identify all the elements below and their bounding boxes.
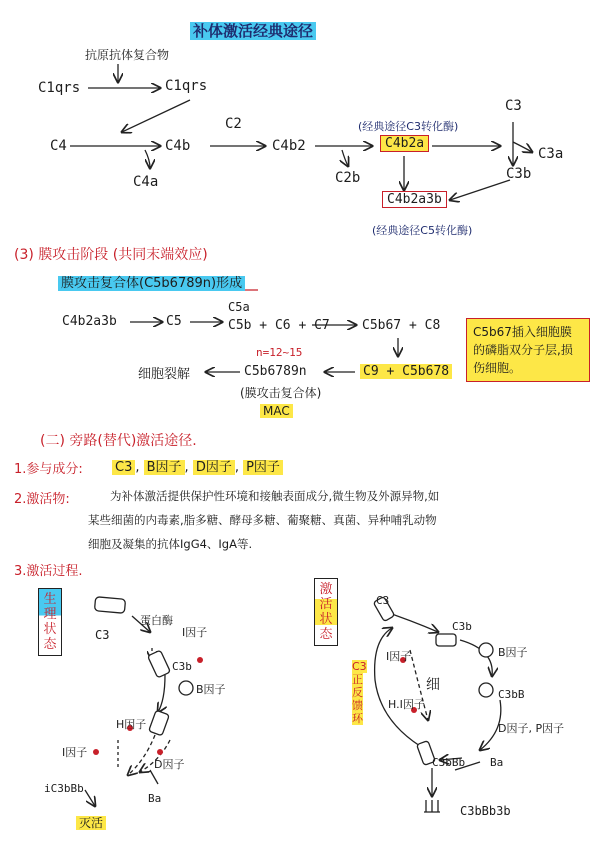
right-c3: C3 bbox=[376, 594, 390, 607]
right-i-factor: I因子 bbox=[386, 650, 412, 663]
left-ba: Ba bbox=[148, 792, 162, 805]
mac-cn-label: (膜攻击复合体) bbox=[240, 386, 322, 400]
mac-c9-plus: C9 + C5b678 bbox=[360, 364, 452, 379]
c2b-label: C2b bbox=[335, 170, 361, 186]
c4b2a-box: C4b2a bbox=[380, 136, 429, 151]
lysis-label: 细胞裂解 bbox=[138, 367, 191, 382]
left-i-factor2: I因子 bbox=[62, 746, 88, 759]
value-c3: C3 bbox=[112, 460, 135, 475]
left-i-factor: I因子 bbox=[182, 626, 208, 639]
left-c3b: C3b bbox=[172, 660, 192, 673]
page-title: 补体激活经典途径 bbox=[190, 20, 316, 41]
c3-convertase-label: (经典途径C3转化酶) bbox=[358, 120, 459, 133]
mac-n-range: n=12~15 bbox=[256, 346, 303, 359]
right-diagram-tag: 激活状态 bbox=[314, 578, 338, 646]
c3b-label: C3b bbox=[506, 166, 532, 182]
mac-c5b-plus: C5b + C6 + C7 bbox=[228, 318, 330, 333]
right-ba: Ba bbox=[490, 756, 504, 769]
left-b-factor: B因子 bbox=[196, 683, 226, 696]
alt-item2-line2: 某些细菌的内毒素,脂多糖、酵母多糖、葡聚糖、真菌、异种哺乳动物 bbox=[88, 513, 437, 527]
alt-item1-values: C3 , B因子 , D因子 , P因子 bbox=[112, 456, 283, 475]
right-c3bbb3b: C3bBb3b bbox=[460, 804, 511, 818]
mac-label: MAC bbox=[260, 404, 293, 418]
mac-c5: C5 bbox=[166, 314, 182, 329]
alt-item2-line1: 为补体激活提供保护性环境和接触表面成分,微生物及外源异物,如 bbox=[110, 489, 440, 503]
c5-convertase-label: (经典途径C5转化酶) bbox=[372, 224, 473, 237]
value-p-factor: P因子 bbox=[243, 460, 283, 475]
left-diagram-tag: 生理状态 bbox=[38, 588, 62, 656]
c1qrs-label: C1qrs bbox=[38, 80, 81, 96]
c4a-label: C4a bbox=[133, 174, 159, 190]
left-ic3bbb: iC3bBb bbox=[44, 782, 84, 795]
left-enzyme: 蛋白酶 bbox=[140, 614, 173, 627]
c2-label: C2 bbox=[225, 116, 242, 132]
left-d-factor: D因子 bbox=[154, 758, 185, 771]
alt-item2-line3: 细胞及凝集的抗体IgG4、IgA等. bbox=[88, 537, 253, 551]
c3a-label: C3a bbox=[538, 146, 564, 162]
c3-label: C3 bbox=[505, 98, 522, 114]
right-loop-label: C3正反馈环 bbox=[352, 660, 367, 725]
antigen-label: 抗原抗体复合物 bbox=[85, 48, 170, 62]
left-inactive: 灭活 bbox=[76, 814, 106, 831]
alt-item3-label: 3.激活过程. bbox=[14, 564, 83, 579]
alt-item1-label: 1.参与成分: bbox=[14, 462, 83, 477]
mac-note: C5b67插入细胞膜的磷脂双分子层,损伤细胞。 bbox=[466, 318, 590, 382]
right-c3b: C3b bbox=[452, 620, 472, 633]
mac-c5b6789n: C5b6789n bbox=[244, 364, 307, 379]
right-cell-label: 细 bbox=[426, 677, 440, 693]
c1qrs-active-label: C1qrs bbox=[165, 78, 208, 94]
left-c3: C3 bbox=[95, 628, 110, 642]
c4-label: C4 bbox=[50, 138, 67, 154]
mac-c5a: C5a bbox=[228, 300, 250, 314]
section3-heading: (3) 膜攻击阶段 (共同末端效应) bbox=[14, 247, 208, 263]
left-h-factor: H因子 bbox=[116, 718, 147, 731]
right-c3bb: C3bB bbox=[498, 688, 525, 701]
alt-item2-label: 2.激活物: bbox=[14, 492, 70, 507]
mac-c5b67-plus: C5b67 + C8 bbox=[362, 318, 441, 333]
right-c3bbb: C3bBb bbox=[432, 756, 466, 769]
right-b-factor: B因子 bbox=[498, 646, 528, 659]
c4b-label: C4b bbox=[165, 138, 191, 154]
right-h-factor: H.I因子 bbox=[388, 698, 425, 711]
c4b2a3b-box: C4b2a3b bbox=[382, 192, 447, 207]
value-b-factor: B因子 bbox=[144, 460, 185, 475]
mac-c4b2a3b: C4b2a3b bbox=[62, 314, 117, 329]
mac-title: 膜攻击复合体(C5b6789n)形成 bbox=[58, 272, 245, 291]
c4b2-label: C4b2 bbox=[272, 138, 306, 154]
alt-heading: (二) 旁路(替代)激活途径. bbox=[40, 433, 197, 449]
value-d-factor: D因子 bbox=[193, 460, 235, 475]
right-dp-factors: D因子, P因子 bbox=[498, 722, 565, 735]
